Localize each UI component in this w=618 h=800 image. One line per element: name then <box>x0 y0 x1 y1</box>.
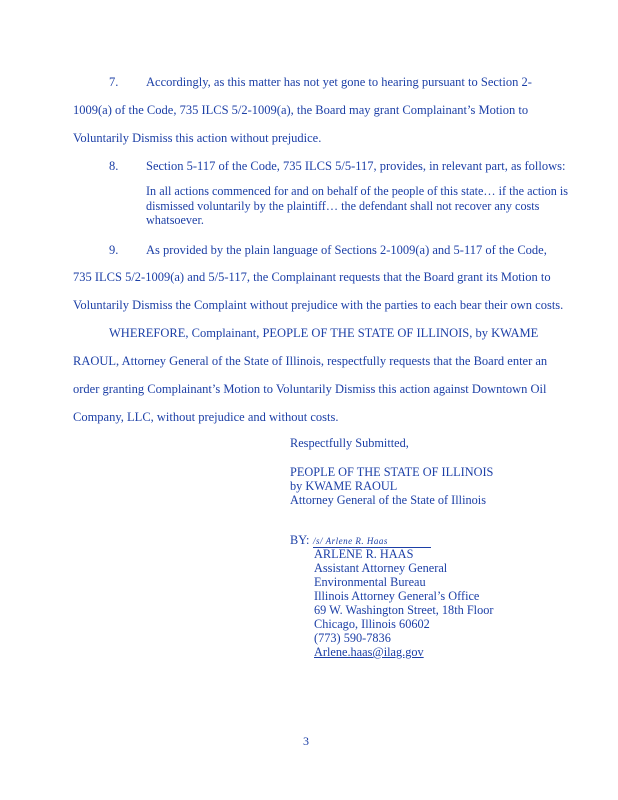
attorney-title: Assistant Attorney General <box>314 561 448 575</box>
office: Illinois Attorney General’s Office <box>314 589 480 603</box>
wherefore-line-4: Company, LLC, without prejudice and without costs. <box>73 410 339 424</box>
by-line: by KWAME RAOUL <box>290 479 398 493</box>
street-address: 69 W. Washington Street, 18th Floor <box>314 603 494 617</box>
attorney-name: ARLENE R. HAAS <box>314 547 414 561</box>
wherefore-line-3: order granting Complainant’s Motion to Voluntarily Dismiss this action against Downtown Oil <box>73 382 547 396</box>
paragraph-7-number: 7. <box>109 75 119 89</box>
closing: Respectfully Submitted, <box>290 436 409 450</box>
phone-number: (773) 590-7836 <box>314 631 391 645</box>
by-label: BY: <box>290 533 310 547</box>
paragraph-9-line-2: 735 ILCS 5/2-1009(a) and 5/5-117, the Complainant requests that the Board grant its Motion to <box>73 270 551 284</box>
electronic-signature: /s/ Arlene R. Haas <box>313 535 431 548</box>
email-link[interactable]: Arlene.haas@ilag.gov <box>314 645 424 659</box>
paragraph-8-number: 8. <box>109 159 119 173</box>
paragraph-7-line-2: 1009(a) of the Code, 735 ILCS 5/2-1009(a), the Board may grant Complainant’s Motion to <box>73 103 529 117</box>
paragraph-9-line-3: Voluntarily Dismiss the Complaint without prejudice with the parties to each bear their own costs. <box>73 298 564 312</box>
wherefore-line-2: RAOUL, Attorney General of the State of Illinois, respectfully requests that the Board enter an <box>73 354 548 368</box>
bureau: Environmental Bureau <box>314 575 426 589</box>
paragraph-7-line-1: Accordingly, as this matter has not yet gone to hearing pursuant to Section 2- <box>146 75 532 89</box>
party-name: PEOPLE OF THE STATE OF ILLINOIS <box>290 465 494 479</box>
attorney-general-title: Attorney General of the State of Illinois <box>290 493 487 507</box>
page-number: 3 <box>303 734 309 748</box>
statutory-quote: In all actions commenced for and on behalf of the people of this state… if the action is dismissed voluntarily by the plaintiff… the defendant shall not recover any costs whatsoever. <box>146 184 569 227</box>
paragraph-9-number: 9. <box>109 243 119 257</box>
paragraph-8-line-1: Section 5-117 of the Code, 735 ILCS 5/5-117, provides, in relevant part, as follows: <box>146 159 566 173</box>
wherefore-line-1: WHEREFORE, Complainant, PEOPLE OF THE STATE OF ILLINOIS, by KWAME <box>109 326 539 340</box>
city-state-zip: Chicago, Illinois 60602 <box>314 617 430 631</box>
paragraph-7-line-3: Voluntarily Dismiss this action without prejudice. <box>73 131 322 145</box>
paragraph-9-line-1: As provided by the plain language of Sections 2-1009(a) and 5-117 of the Code, <box>146 243 547 257</box>
